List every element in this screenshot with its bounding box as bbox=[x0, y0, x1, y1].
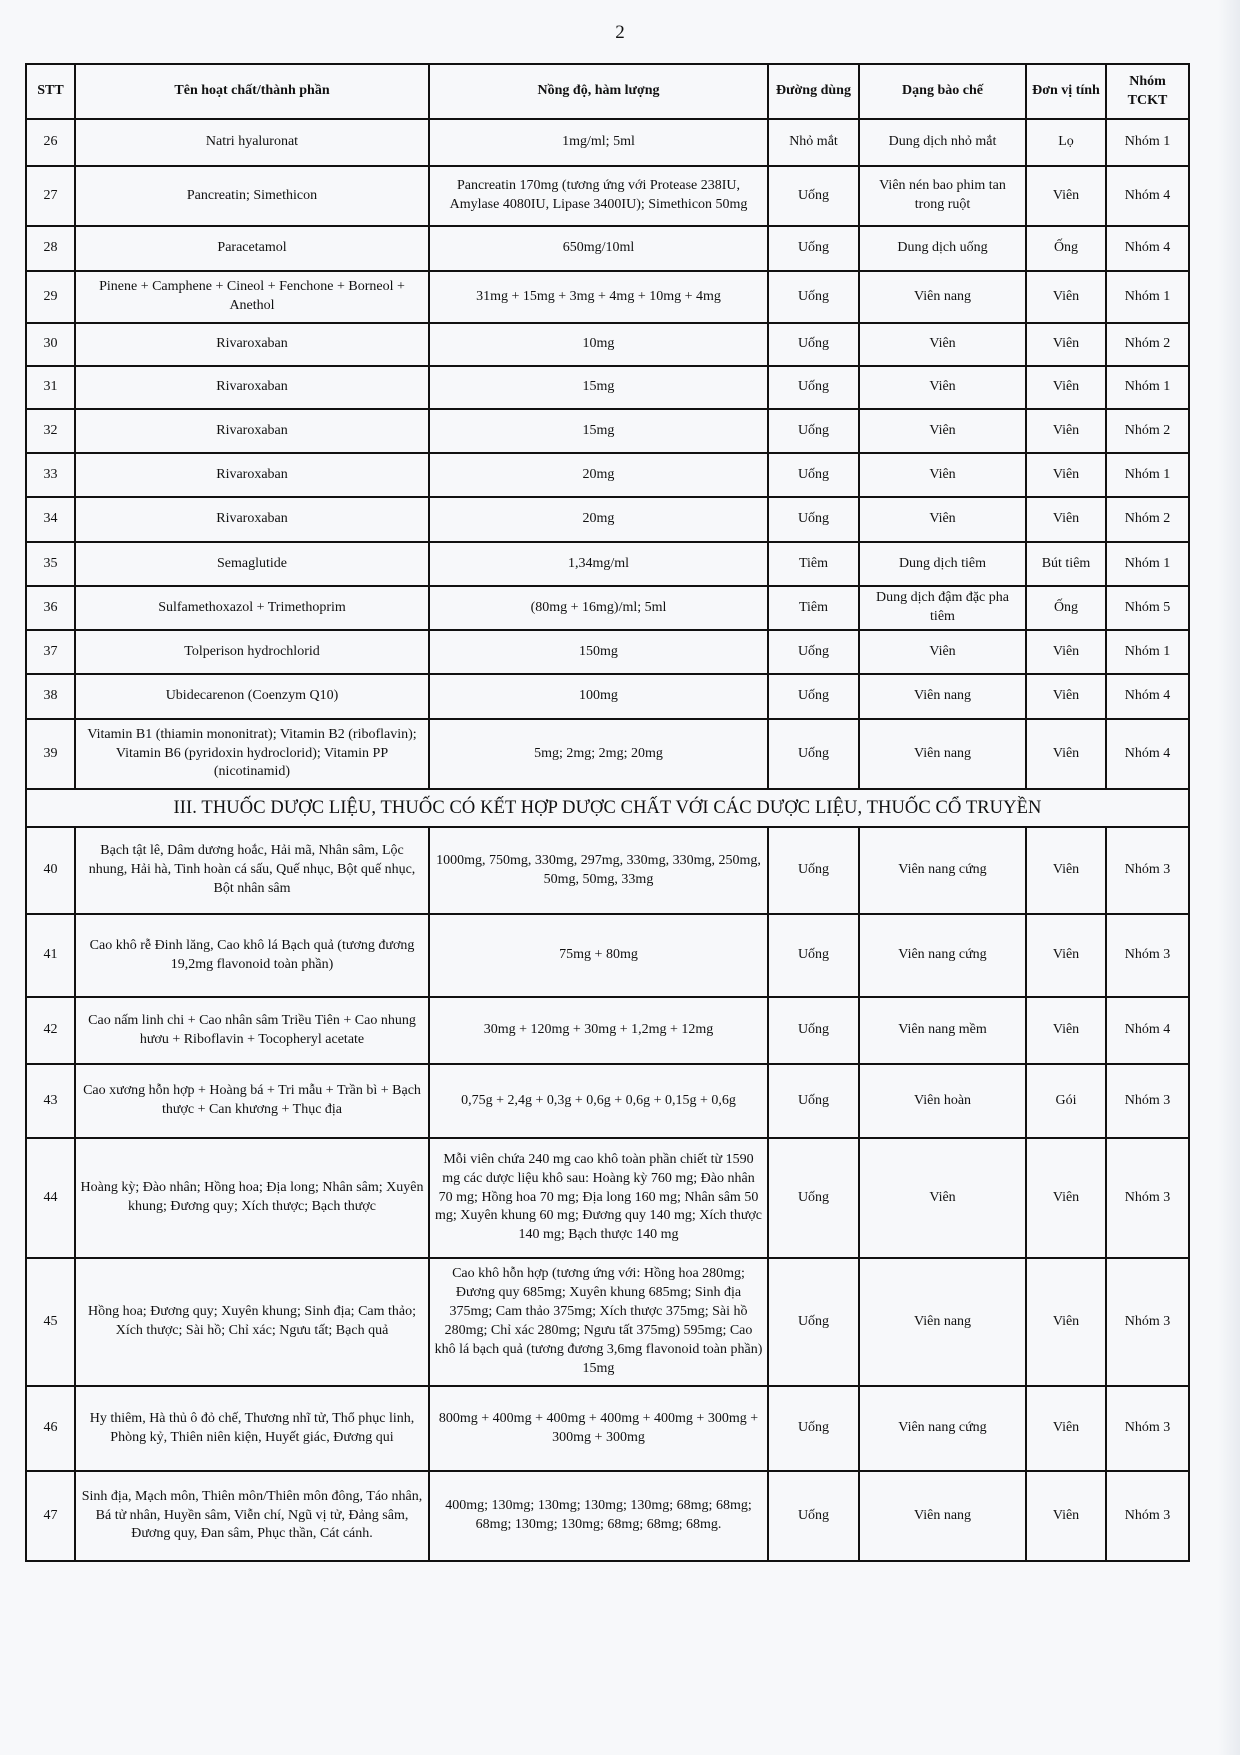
table-row bbox=[26, 323, 1189, 366]
table-row bbox=[26, 1471, 1189, 1561]
cell-name: Rivaroxaban bbox=[75, 453, 429, 497]
cell-route: Uống bbox=[768, 1386, 859, 1471]
cell-form: Viên bbox=[859, 453, 1026, 497]
cell-form: Viên hoàn bbox=[859, 1064, 1026, 1138]
section-heading: III. THUỐC DƯỢC LIỆU, THUỐC CÓ KẾT HỢP DƯỢC CHẤT VỚI CÁC DƯỢC LIỆU, THUỐC CỔ TRUYỀN bbox=[26, 789, 1189, 827]
table-row bbox=[26, 453, 1189, 497]
header-unit: Đơn vị tính bbox=[1026, 64, 1106, 119]
cell-stt: 35 bbox=[26, 542, 75, 586]
table-row bbox=[26, 586, 1189, 630]
cell-form: Viên bbox=[859, 497, 1026, 542]
cell-group: Nhóm 3 bbox=[1106, 1471, 1189, 1561]
cell-form: Viên bbox=[859, 409, 1026, 453]
cell-unit: Viên bbox=[1026, 497, 1106, 542]
cell-unit: Viên bbox=[1026, 630, 1106, 674]
cell-route: Uống bbox=[768, 497, 859, 542]
cell-concentration: 75mg + 80mg bbox=[429, 914, 768, 997]
cell-unit: Viên bbox=[1026, 1138, 1106, 1258]
cell-concentration: 0,75g + 2,4g + 0,3g + 0,6g + 0,6g + 0,15g + 0,6g bbox=[429, 1064, 768, 1138]
cell-stt: 34 bbox=[26, 497, 75, 542]
cell-name: Pancreatin; Simethicon bbox=[75, 166, 429, 226]
cell-name: Rivaroxaban bbox=[75, 409, 429, 453]
cell-concentration: 1,34mg/ml bbox=[429, 542, 768, 586]
table-body-part2 bbox=[26, 827, 1189, 1561]
cell-name: Bạch tật lê, Dâm dương hoắc, Hải mã, Nhân sâm, Lộc nhung, Hải hà, Tinh hoàn cá sấu, Quế nhục, Bột quế nhục, Bột nhân sâm bbox=[75, 827, 429, 914]
cell-form: Viên nang cứng bbox=[859, 914, 1026, 997]
cell-concentration: 100mg bbox=[429, 674, 768, 719]
cell-group: Nhóm 3 bbox=[1106, 827, 1189, 914]
cell-route: Nhỏ mắt bbox=[768, 119, 859, 166]
cell-stt: 36 bbox=[26, 586, 75, 630]
cell-unit: Viên bbox=[1026, 914, 1106, 997]
cell-form: Viên bbox=[859, 323, 1026, 366]
cell-name: Cao khô rễ Đinh lăng, Cao khô lá Bạch quả (tương đương 19,2mg flavonoid toàn phần) bbox=[75, 914, 429, 997]
table-row bbox=[26, 997, 1189, 1064]
cell-group: Nhóm 5 bbox=[1106, 586, 1189, 630]
cell-group: Nhóm 4 bbox=[1106, 226, 1189, 271]
cell-group: Nhóm 4 bbox=[1106, 166, 1189, 226]
cell-route: Uống bbox=[768, 827, 859, 914]
cell-name: Hoàng kỳ; Đào nhân; Hồng hoa; Địa long; Nhân sâm; Xuyên khung; Đương quy; Xích thược; Bạch thược bbox=[75, 1138, 429, 1258]
cell-stt: 30 bbox=[26, 323, 75, 366]
cell-concentration: 31mg + 15mg + 3mg + 4mg + 10mg + 4mg bbox=[429, 271, 768, 323]
cell-concentration: 10mg bbox=[429, 323, 768, 366]
cell-stt: 39 bbox=[26, 719, 75, 789]
cell-unit: Gói bbox=[1026, 1064, 1106, 1138]
table-row bbox=[26, 119, 1189, 166]
cell-concentration: 15mg bbox=[429, 409, 768, 453]
cell-name: Pinene + Camphene + Cineol + Fenchone + Borneol + Anethol bbox=[75, 271, 429, 323]
cell-form: Viên bbox=[859, 630, 1026, 674]
cell-unit: Viên bbox=[1026, 1258, 1106, 1386]
cell-group: Nhóm 4 bbox=[1106, 997, 1189, 1064]
table-row bbox=[26, 497, 1189, 542]
cell-route: Uống bbox=[768, 453, 859, 497]
cell-group: Nhóm 1 bbox=[1106, 119, 1189, 166]
cell-unit: Ống bbox=[1026, 586, 1106, 630]
cell-name: Cao xương hỗn hợp + Hoàng bá + Tri mẫu + Trần bì + Bạch thược + Can khương + Thục địa bbox=[75, 1064, 429, 1138]
cell-name: Cao nấm linh chi + Cao nhân sâm Triều Tiên + Cao nhung hươu + Riboflavin + Tocopheryl acetate bbox=[75, 997, 429, 1064]
cell-form: Dung dịch uống bbox=[859, 226, 1026, 271]
table-row bbox=[26, 630, 1189, 674]
cell-form: Viên nang bbox=[859, 271, 1026, 323]
cell-name: Hồng hoa; Đương quy; Xuyên khung; Sinh địa; Cam thảo; Xích thược; Sài hồ; Chỉ xác; Ngưu tất; Bạch quả bbox=[75, 1258, 429, 1386]
cell-concentration: Mỗi viên chứa 240 mg cao khô toàn phần chiết từ 1590 mg các dược liệu khô sau: Hoàng kỳ 760 mg; Đào nhân 70 mg; Hồng hoa 70 mg; Địa long 160 mg; Nhân sâm 50 mg; Xuyên khung 60 mg; Đương quy 140 mg; Xích thược 140 mg; Bạch thược 140 mg bbox=[429, 1138, 768, 1258]
cell-route: Uống bbox=[768, 914, 859, 997]
cell-group: Nhóm 3 bbox=[1106, 1386, 1189, 1471]
table-row bbox=[26, 409, 1189, 453]
header-name: Tên hoạt chất/thành phần bbox=[75, 64, 429, 119]
cell-stt: 38 bbox=[26, 674, 75, 719]
cell-form: Dung dịch tiêm bbox=[859, 542, 1026, 586]
cell-form: Viên nang bbox=[859, 719, 1026, 789]
cell-unit: Viên bbox=[1026, 827, 1106, 914]
section-heading-body bbox=[26, 789, 1189, 827]
cell-unit: Viên bbox=[1026, 366, 1106, 409]
cell-concentration: 800mg + 400mg + 400mg + 400mg + 400mg + 300mg + 300mg + 300mg bbox=[429, 1386, 768, 1471]
cell-name: Paracetamol bbox=[75, 226, 429, 271]
cell-group: Nhóm 1 bbox=[1106, 542, 1189, 586]
header-group: Nhóm TCKT bbox=[1106, 64, 1189, 119]
cell-group: Nhóm 2 bbox=[1106, 409, 1189, 453]
table-row bbox=[26, 271, 1189, 323]
cell-route: Uống bbox=[768, 226, 859, 271]
cell-concentration: 1mg/ml; 5ml bbox=[429, 119, 768, 166]
cell-unit: Viên bbox=[1026, 409, 1106, 453]
cell-form: Viên nang mềm bbox=[859, 997, 1026, 1064]
cell-concentration: 400mg; 130mg; 130mg; 130mg; 130mg; 68mg; 68mg; 68mg; 130mg; 130mg; 68mg; 68mg; 68mg. bbox=[429, 1471, 768, 1561]
cell-concentration: 30mg + 120mg + 30mg + 1,2mg + 12mg bbox=[429, 997, 768, 1064]
cell-group: Nhóm 2 bbox=[1106, 497, 1189, 542]
cell-unit: Viên bbox=[1026, 674, 1106, 719]
table-header-row bbox=[26, 64, 1189, 119]
cell-concentration: 1000mg, 750mg, 330mg, 297mg, 330mg, 330mg, 250mg, 50mg, 50mg, 33mg bbox=[429, 827, 768, 914]
cell-concentration: (80mg + 16mg)/ml; 5ml bbox=[429, 586, 768, 630]
cell-group: Nhóm 1 bbox=[1106, 271, 1189, 323]
cell-route: Uống bbox=[768, 166, 859, 226]
cell-name: Sulfamethoxazol + Trimethoprim bbox=[75, 586, 429, 630]
cell-concentration: 20mg bbox=[429, 453, 768, 497]
cell-unit: Viên bbox=[1026, 719, 1106, 789]
cell-route: Uống bbox=[768, 366, 859, 409]
table-row bbox=[26, 366, 1189, 409]
cell-stt: 29 bbox=[26, 271, 75, 323]
cell-route: Uống bbox=[768, 719, 859, 789]
cell-stt: 32 bbox=[26, 409, 75, 453]
cell-group: Nhóm 1 bbox=[1106, 630, 1189, 674]
cell-form: Viên bbox=[859, 1138, 1026, 1258]
cell-name: Sinh địa, Mạch môn, Thiên môn/Thiên môn đông, Táo nhân, Bá tử nhân, Huyền sâm, Viễn chí, Ngũ vị tử, Đảng sâm, Đương quy, Đan sâm, Phục thần, Cát cánh. bbox=[75, 1471, 429, 1561]
cell-unit: Ống bbox=[1026, 226, 1106, 271]
cell-unit: Lọ bbox=[1026, 119, 1106, 166]
cell-group: Nhóm 3 bbox=[1106, 1258, 1189, 1386]
cell-stt: 28 bbox=[26, 226, 75, 271]
cell-stt: 37 bbox=[26, 630, 75, 674]
cell-form: Viên nén bao phim tan trong ruột bbox=[859, 166, 1026, 226]
cell-route: Uống bbox=[768, 271, 859, 323]
cell-concentration: 20mg bbox=[429, 497, 768, 542]
cell-route: Uống bbox=[768, 409, 859, 453]
cell-route: Uống bbox=[768, 1258, 859, 1386]
cell-unit: Bút tiêm bbox=[1026, 542, 1106, 586]
cell-concentration: 15mg bbox=[429, 366, 768, 409]
cell-name: Ubidecarenon (Coenzym Q10) bbox=[75, 674, 429, 719]
cell-group: Nhóm 3 bbox=[1106, 1064, 1189, 1138]
cell-name: Rivaroxaban bbox=[75, 366, 429, 409]
cell-group: Nhóm 3 bbox=[1106, 1138, 1189, 1258]
cell-form: Dung dịch nhỏ mắt bbox=[859, 119, 1026, 166]
cell-unit: Viên bbox=[1026, 166, 1106, 226]
cell-route: Uống bbox=[768, 674, 859, 719]
table-row bbox=[26, 1386, 1189, 1471]
table-row bbox=[26, 914, 1189, 997]
cell-stt: 27 bbox=[26, 166, 75, 226]
cell-form: Viên nang cứng bbox=[859, 1386, 1026, 1471]
header-route: Đường dùng bbox=[768, 64, 859, 119]
cell-stt: 43 bbox=[26, 1064, 75, 1138]
cell-unit: Viên bbox=[1026, 453, 1106, 497]
header-stt: STT bbox=[26, 64, 75, 119]
drug-list-table bbox=[25, 63, 1190, 1562]
cell-unit: Viên bbox=[1026, 997, 1106, 1064]
section-heading-row bbox=[26, 789, 1189, 827]
table-row bbox=[26, 542, 1189, 586]
cell-form: Viên bbox=[859, 366, 1026, 409]
cell-form: Viên nang cứng bbox=[859, 827, 1026, 914]
cell-concentration: 650mg/10ml bbox=[429, 226, 768, 271]
cell-form: Viên nang bbox=[859, 674, 1026, 719]
cell-unit: Viên bbox=[1026, 323, 1106, 366]
cell-form: Dung dịch đậm đặc pha tiêm bbox=[859, 586, 1026, 630]
table-body-part1 bbox=[26, 119, 1189, 789]
table-row bbox=[26, 166, 1189, 226]
cell-stt: 33 bbox=[26, 453, 75, 497]
table-row bbox=[26, 1138, 1189, 1258]
cell-name: Rivaroxaban bbox=[75, 323, 429, 366]
cell-form: Viên nang bbox=[859, 1471, 1026, 1561]
cell-name: Natri hyaluronat bbox=[75, 119, 429, 166]
cell-group: Nhóm 4 bbox=[1106, 719, 1189, 789]
cell-concentration: Pancreatin 170mg (tương ứng với Protease 238IU, Amylase 4080IU, Lipase 3400IU); Simethicon 50mg bbox=[429, 166, 768, 226]
header-concentration: Nồng độ, hàm lượng bbox=[429, 64, 768, 119]
cell-stt: 47 bbox=[26, 1471, 75, 1561]
cell-route: Uống bbox=[768, 1471, 859, 1561]
cell-concentration: 150mg bbox=[429, 630, 768, 674]
cell-name: Vitamin B1 (thiamin mononitrat); Vitamin B2 (riboflavin); Vitamin B6 (pyridoxin hydroclorid); Vitamin PP (nicotinamid) bbox=[75, 719, 429, 789]
cell-group: Nhóm 1 bbox=[1106, 453, 1189, 497]
page-number: 2 bbox=[615, 22, 625, 43]
cell-route: Uống bbox=[768, 997, 859, 1064]
cell-group: Nhóm 3 bbox=[1106, 914, 1189, 997]
cell-stt: 41 bbox=[26, 914, 75, 997]
cell-stt: 44 bbox=[26, 1138, 75, 1258]
cell-form: Viên nang bbox=[859, 1258, 1026, 1386]
cell-name: Semaglutide bbox=[75, 542, 429, 586]
cell-route: Uống bbox=[768, 323, 859, 366]
table-row bbox=[26, 719, 1189, 789]
cell-name: Hy thiêm, Hà thủ ô đỏ chế, Thương nhĩ tử, Thổ phục linh, Phòng kỷ, Thiên niên kiện, Huyết giác, Đương qui bbox=[75, 1386, 429, 1471]
cell-stt: 42 bbox=[26, 997, 75, 1064]
table-row bbox=[26, 674, 1189, 719]
cell-group: Nhóm 1 bbox=[1106, 366, 1189, 409]
cell-stt: 46 bbox=[26, 1386, 75, 1471]
cell-route: Tiêm bbox=[768, 542, 859, 586]
header-form: Dạng bào chế bbox=[859, 64, 1026, 119]
cell-concentration: Cao khô hỗn hợp (tương ứng với: Hồng hoa 280mg; Đương quy 685mg; Xuyên khung 685mg; Sinh địa 375mg; Cam thảo 375mg; Xích thược 375mg; Sài hồ 280mg; Chỉ xác 280mg; Ngưu tất 375mg) 595mg; Cao khô lá bạch quả (tương đương 3,6mg flavonoid toàn phần) 15mg bbox=[429, 1258, 768, 1386]
table-row bbox=[26, 1258, 1189, 1386]
scan-edge-shadow bbox=[1218, 0, 1240, 1755]
table-row bbox=[26, 827, 1189, 914]
cell-unit: Viên bbox=[1026, 1471, 1106, 1561]
cell-unit: Viên bbox=[1026, 1386, 1106, 1471]
cell-stt: 31 bbox=[26, 366, 75, 409]
table-row bbox=[26, 226, 1189, 271]
cell-group: Nhóm 2 bbox=[1106, 323, 1189, 366]
cell-route: Uống bbox=[768, 1138, 859, 1258]
cell-name: Tolperison hydrochlorid bbox=[75, 630, 429, 674]
cell-stt: 26 bbox=[26, 119, 75, 166]
cell-stt: 40 bbox=[26, 827, 75, 914]
cell-stt: 45 bbox=[26, 1258, 75, 1386]
cell-concentration: 5mg; 2mg; 2mg; 20mg bbox=[429, 719, 768, 789]
cell-route: Tiêm bbox=[768, 586, 859, 630]
cell-route: Uống bbox=[768, 1064, 859, 1138]
table-row bbox=[26, 1064, 1189, 1138]
cell-unit: Viên bbox=[1026, 271, 1106, 323]
cell-route: Uống bbox=[768, 630, 859, 674]
cell-name: Rivaroxaban bbox=[75, 497, 429, 542]
cell-group: Nhóm 4 bbox=[1106, 674, 1189, 719]
